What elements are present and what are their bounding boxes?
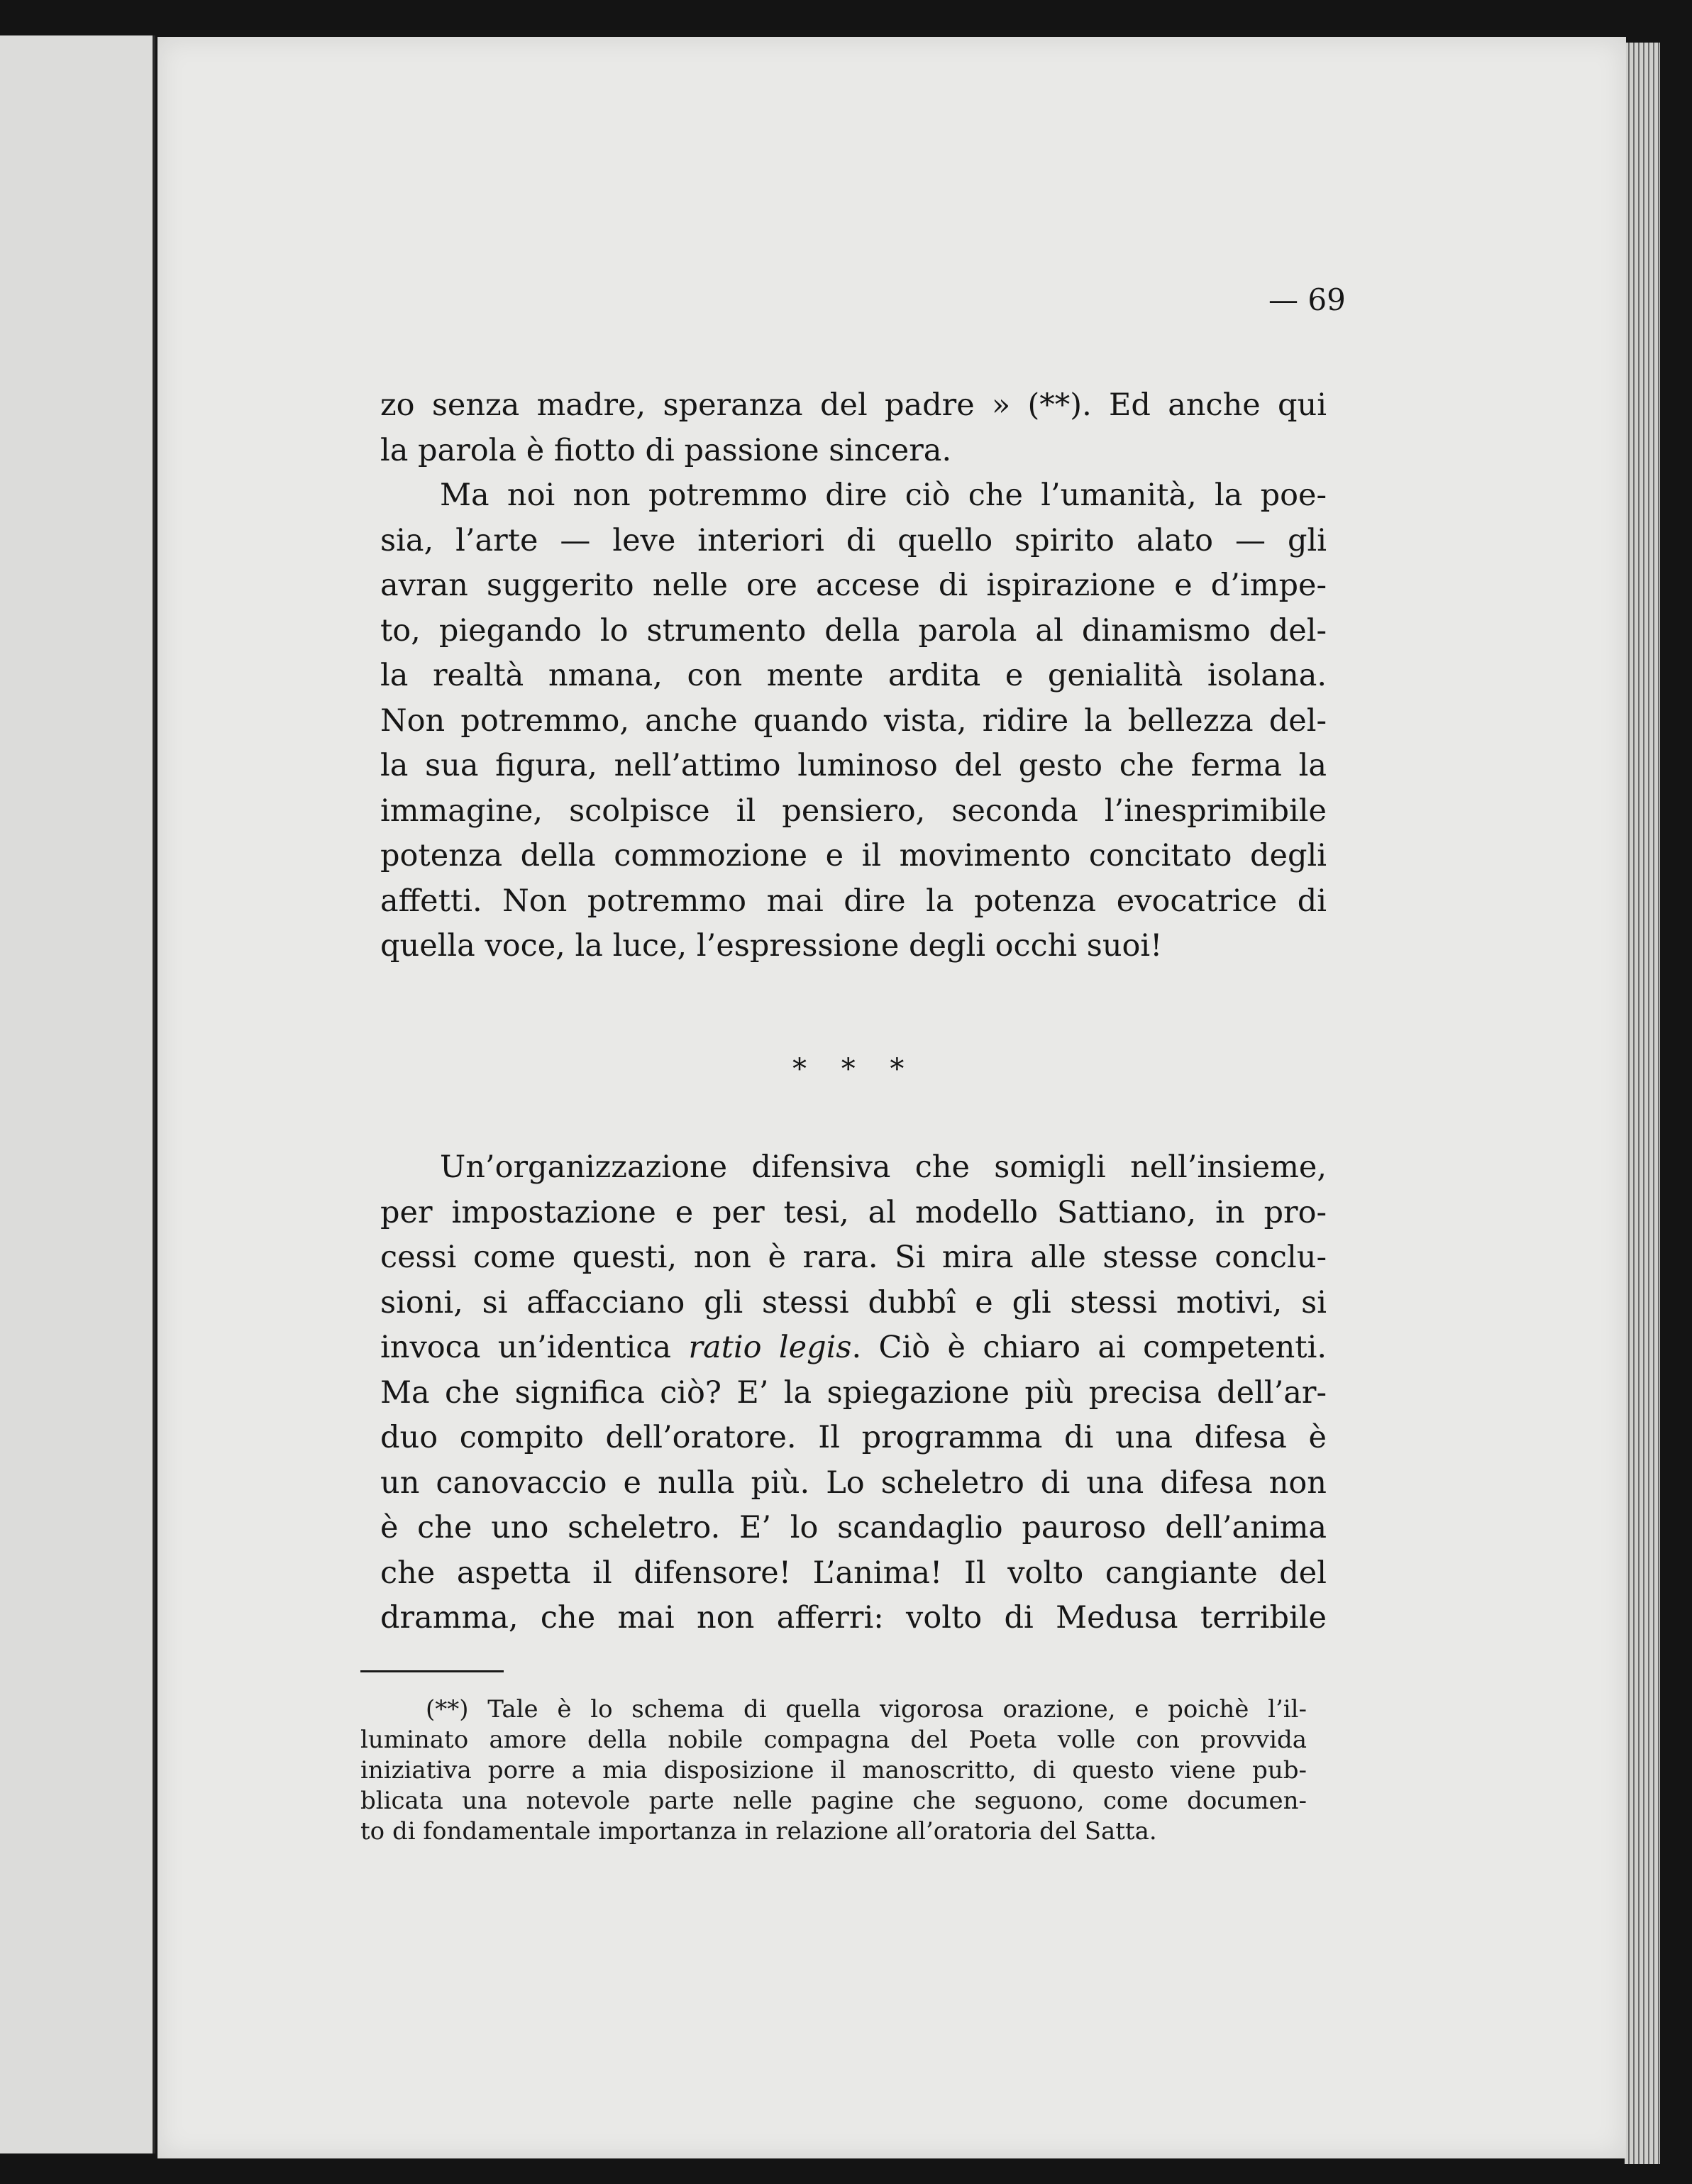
main-text-upper	[380, 383, 1327, 969]
text-line: potenza della commozione e il movimento concitato degli	[380, 838, 1327, 873]
footnote-line: blicata una notevole parte nelle pagine che seguono, come documen-	[360, 1787, 1307, 1815]
text-line: zo senza madre, speranza del padre » (**). Ed anche qui	[380, 387, 1327, 423]
text-line: Un’organizzazione difensiva che somigli nell’insieme,	[440, 1149, 1327, 1185]
text-segment: invoca un’identica	[380, 1330, 689, 1365]
text-line: quella voce, la luce, l’espressione degli occhi suoi!	[380, 928, 1163, 964]
text-line: un canovaccio e nulla più. Lo scheletro di una difesa non	[380, 1465, 1327, 1501]
text-line: to, piegando lo strumento della parola al dinamismo del-	[380, 612, 1327, 649]
footnote-line: luminato amore della nobile compagna del Poeta volle con provvida	[360, 1726, 1307, 1754]
text-line: è che uno scheletro. E’ lo scandaglio pauroso dell’anima	[380, 1510, 1327, 1545]
text-line: immagine, scolpisce il pensiero, seconda l’inesprimibile	[380, 793, 1327, 829]
section-separator: * * *	[792, 1053, 917, 1086]
text-line: Ma noi non potremmo dire ciò che l’umanità, la poe-	[440, 478, 1327, 513]
footnote-line: (**) Tale è lo schema di quella vigorosa orazione, e poichè l’il-	[426, 1695, 1307, 1724]
text-line: avran suggerito nelle ore accese di ispirazione e d’impe-	[380, 568, 1327, 603]
text-line: Non potremmo, anche quando vista, ridire la bellezza del-	[380, 702, 1327, 739]
footnote	[360, 1694, 1307, 1847]
text-line: duo compito dell’oratore. Il programma di una difesa è	[380, 1420, 1327, 1455]
text-line: la realtà nmana, con mente ardita e genialità isolana.	[380, 658, 1327, 693]
page-stack-edge	[1625, 43, 1660, 2164]
footnote-line: to di fondamentale importanza in relazione all’oratoria del Satta.	[360, 1817, 1157, 1846]
page-number: — 69	[1268, 282, 1346, 317]
text-line: Ma che significa ciò? E’ la spiegazione più precisa dell’ar-	[380, 1374, 1327, 1411]
main-text-lower	[380, 1145, 1327, 1641]
text-line: sia, l’arte — leve interiori di quello spirito alato — gli	[380, 522, 1327, 558]
italic-phrase: ratio legis	[688, 1330, 852, 1365]
text-line: per impostazione e per tesi, al modello Sattiano, in pro-	[380, 1194, 1327, 1230]
footnote-line: iniziativa porre a mia disposizione il manoscritto, di questo viene pub-	[360, 1756, 1307, 1785]
text-line: la parola è fiotto di passione sincera.	[380, 432, 952, 468]
text-segment: . Ciò è chiaro ai competenti.	[851, 1330, 1327, 1365]
text-line: cessi come questi, non è rara. Si mira alle stesse conclu-	[380, 1240, 1327, 1275]
text-line: dramma, che mai non afferri: volto di Medusa terribile	[380, 1600, 1327, 1636]
footnote-rule	[360, 1670, 504, 1672]
text-line: che aspetta il difensore! L’anima! Il volto cangiante del	[380, 1555, 1327, 1591]
text-line: sioni, si affacciano gli stessi dubbî e gli stessi motivi, si	[380, 1284, 1327, 1320]
facing-page-edge	[0, 35, 155, 2153]
text-line-with-italic	[380, 1325, 1327, 1371]
text-line: affetti. Non potremmo mai dire la potenza evocatrice di	[380, 883, 1327, 919]
text-line: la sua figura, nell’attimo luminoso del gesto che ferma la	[380, 748, 1327, 783]
